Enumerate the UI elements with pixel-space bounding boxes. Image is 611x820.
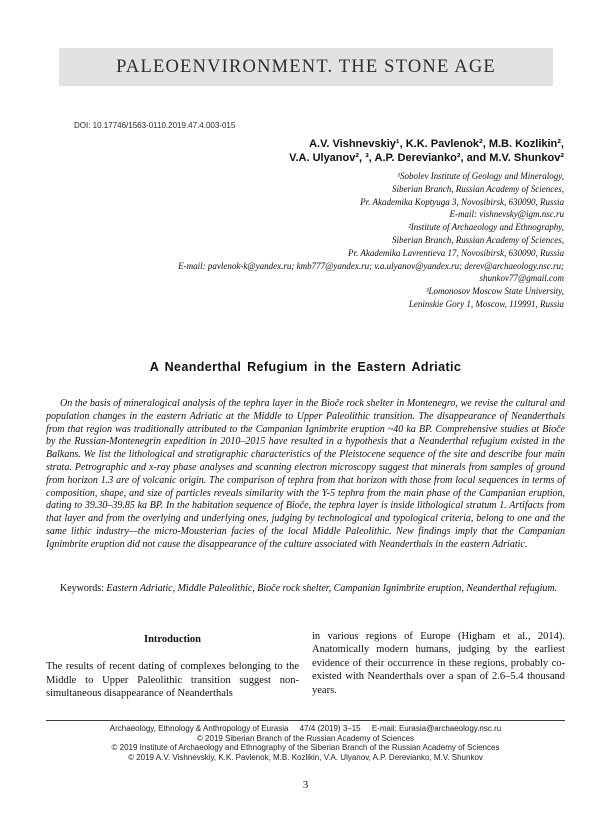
affiliation-line: ³Lomonosov Moscow State University, — [425, 286, 564, 297]
section-banner — [59, 48, 553, 86]
affiliation-line: Pr. Akademika Koptyuga 3, Novosibirsk, 630090, Russia — [360, 196, 564, 207]
column-left — [46, 630, 299, 701]
author-line: A.V. Vishnevskiy¹, K.K. Pavlenok², M.B. Kozlikin², — [309, 138, 564, 150]
column-left-text: The results of recent dating of complexes belonging to the Middle to Upper Paleolithic transition suggest non-simultaneous disappearance of Neanderthals — [46, 661, 299, 700]
footer-copyright-line: © 2019 Institute of Archaeology and Ethnography of the Siberian Branch of the Russian Academy of Sciences — [111, 743, 500, 753]
footer-journal-line — [26, 724, 585, 734]
column-right — [312, 630, 565, 701]
affiliation-line: Siberian Branch, Russian Academy of Sciences, — [391, 183, 564, 194]
doi-text: DOI: 10.17746/1563-0110.2019.47.4.003-015 — [74, 121, 236, 130]
section-banner-text: PALEOENVIRONMENT. THE STONE AGE — [116, 57, 496, 77]
author-list — [289, 138, 564, 165]
keywords-label: Keywords: — [60, 583, 104, 594]
abstract-text: On the basis of mineralogical analysis of the tephra layer in the Bioče rock shelter in Montenegro, we revise the cultural and population changes in the eastern Adriatic at the Middle to Upper Paleolithic transition. The disappearance of Neanderthals from that region was traditionally attributed to the Campanian Ignimbrite eruption ~40 ka BP. Comprehensive studies at Bioče by the Russian-Montenegrin expedition in 2010–2015 have resulted in a hypothesis that a Neanderthal refugium existed in the Balkans. We list the lithological and stratigraphic characteristics of the Pleistocene sequence of the site and describe four main strata. Petrographic and x-ray phase analyses and scanning electron microscopy suggest that minerals from samples of ground from horizon 1.3 are of volcanic origin. The comparison of tephra from that horizon with those from local sequences in terms of composition, shape, and size of particles reveals similarity with the Y-5 tephra from the main phase of the Campanian eruption, dating to 39.30–39.85 ka BP. In the habitation sequence of Bioče, the tephra layer is inside lithological stratum 1. Artifacts from that layer and from the overlying and underlying ones, judging by technological and typological criteria, belong to one and the same lithic industry—the micro-Mousterian facies of the local Middle Paleolithic. New findings imply that the Campanian Ignimbrite eruption did not cause the disappearance of the culture associated with Neanderthals in the eastern Adriatic. — [46, 398, 565, 550]
footer-copyright-line: © 2019 Siberian Branch of the Russian Academy of Sciences — [196, 733, 415, 743]
article-title: A Neanderthal Refugium in the Eastern Adriatic — [149, 360, 462, 374]
footer-journal-title: Archaeology, Ethnology & Anthropology of Eurasia — [109, 724, 289, 733]
footer-divider — [46, 720, 565, 721]
page-number: 3 — [302, 779, 309, 791]
footer-copyright-line: © 2019 A.V. Vishnevskiy, K.K. Pavlenok, M.B. Kozlikin, V.A. Ulyanov, A.P. Derevianko, M.V. Shunkov — [128, 752, 483, 762]
affiliation-line: E-mail: pavlenok-k@yandex.ru; kmb777@yandex.ru; v.a.ulyanov@yandex.ru; derev@archaeology.nsc.ru; — [178, 260, 564, 271]
footer-block — [26, 724, 585, 762]
keywords-line — [46, 583, 565, 596]
column-right-text: in various regions of Europe (Higham et al., 2014). Anatomically modern humans, judging by the earliest evidence of their occurrence in these regions, probably co-existed with Neanderthals over a span of 2.6–5.4 thousand years. — [312, 631, 565, 696]
affiliation-block — [178, 170, 564, 311]
body-columns — [46, 630, 565, 701]
footer-issue-info: 47/4 (2019) 3–15 — [299, 724, 361, 733]
affiliation-line: ¹Sobolev Institute of Geology and Mineralogy, — [397, 171, 564, 181]
section-heading-introduction: Introduction — [144, 634, 201, 645]
author-line: V.A. Ulyanov², ³, A.P. Derevianko², and M.V. Shunkov² — [289, 151, 564, 164]
affiliation-line: ²Institute of Archaeology and Ethnography, — [408, 222, 564, 233]
footer-email: E-mail: Eurasia@archaeology.nsc.ru — [371, 724, 502, 733]
affiliation-line: E-mail: vishnevsky@igm.nsc.ru — [449, 209, 564, 220]
affiliation-line: Leninskie Gory 1, Moscow, 119991, Russia — [408, 298, 564, 309]
keywords-text: Eastern Adriatic, Middle Paleolithic, Bioče rock shelter, Campanian Ignimbrite eruption, Neanderthal refugium. — [106, 583, 558, 594]
affiliation-line: shunkov77@gmail.com — [479, 273, 564, 284]
affiliation-line: Pr. Akademika Lavrentieva 17, Novosibirsk, 630090, Russia — [348, 247, 564, 258]
affiliation-line: Siberian Branch, Russian Academy of Sciences, — [391, 234, 564, 245]
